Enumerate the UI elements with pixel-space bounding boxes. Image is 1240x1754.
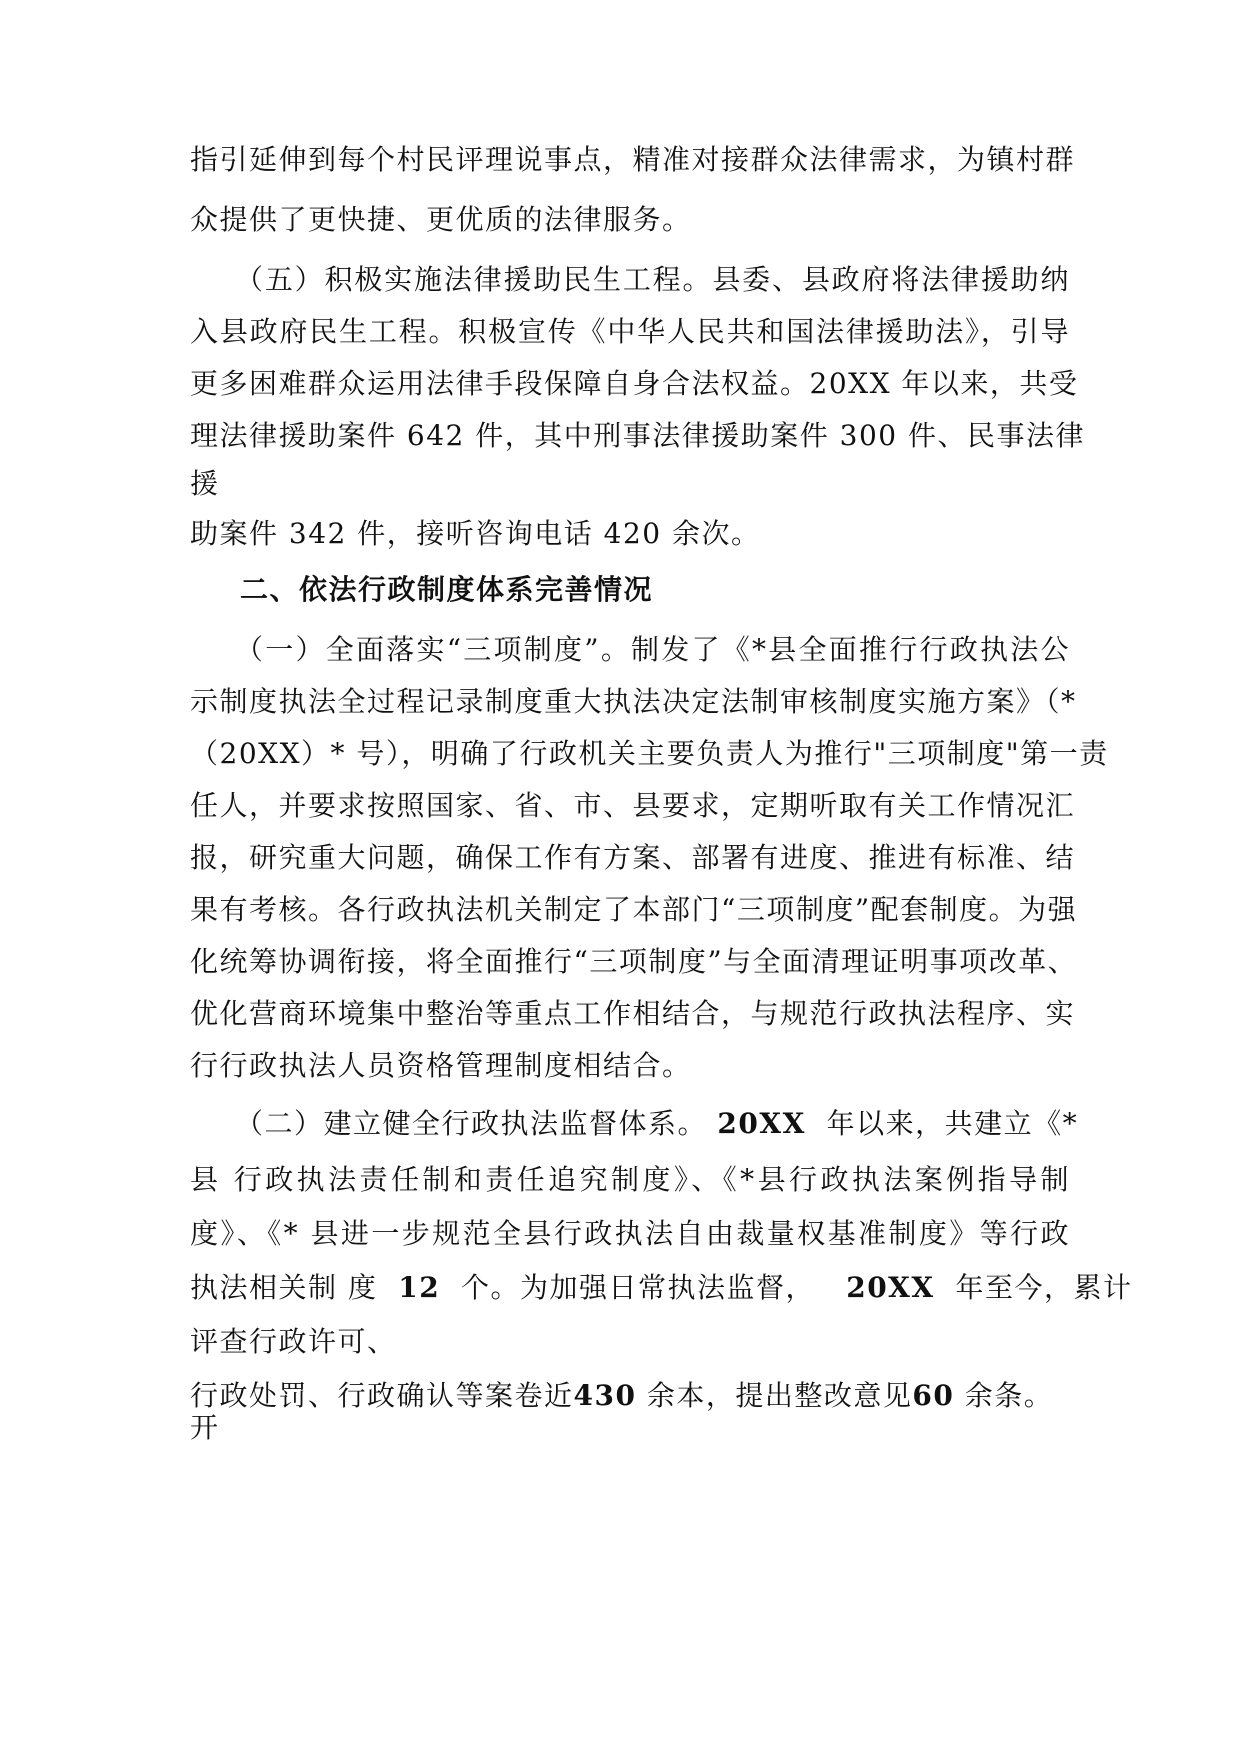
paragraph-line: 理法律援助案件 642 件，其中刑事法律援助案件 300 件、民事法律: [190, 419, 1085, 452]
section-two-heading-text: （二）建立健全行政执法监督体系。: [235, 1107, 708, 1140]
count-value: 12: [398, 1271, 441, 1304]
line-segment: 执法相关制 度: [190, 1271, 378, 1304]
paragraph-line: 助案件 342 件，接听咨询电话 420 余次。: [190, 517, 761, 550]
paragraph-line: 优化营商环境集中整治等重点工作相结合，与规范行政执法程序、实: [190, 997, 1076, 1030]
paragraph-line: 化统筹协调衔接，将全面推行“三项制度”与全面清理证明事项改革、: [190, 945, 1078, 978]
section-two-heading-line: [235, 1104, 1079, 1144]
paragraph-line: 行行政执法人员资格管理制度相结合。: [190, 1049, 692, 1082]
paragraph-line: 入县政府民生工程。积极宣传《中华人民共和国法律援助法》，引导: [190, 315, 1070, 348]
paragraph-line: 评查行政许可、: [190, 1325, 397, 1358]
paragraph-line: 示制度执法全过程记录制度重大执法决定法制审核制度实施方案》（*: [190, 685, 1077, 718]
count-value: 60: [912, 1379, 955, 1412]
paragraph-line: 援: [190, 467, 220, 500]
line-segment: 余条。: [964, 1379, 1054, 1412]
year-value: 20XX: [846, 1271, 935, 1304]
paragraph-line: 报，研究重大问题，确保工作有方案、部署有进度、推进有标准、结: [190, 841, 1076, 874]
section-heading: 二、依法行政制度体系完善情况: [240, 573, 654, 606]
year-value: 20XX: [717, 1107, 806, 1140]
line-segment: 行政处罚、行政确认等案卷近: [190, 1379, 574, 1412]
line-segment: 余本，提出整改意见: [646, 1379, 913, 1412]
paragraph-line: 更多困难群众运用法律手段保障自身合法权益。20XX 年以来，共受: [190, 367, 1079, 400]
line-segment: 个。为加强日常执法监督，: [461, 1271, 816, 1304]
paragraph-line: 指引延伸到每个村民评理说事点，精准对接群众法律需求，为镇村群: [190, 143, 1076, 176]
paragraph-line: 任人，并要求按照国家、省、市、县要求，定期听取有关工作情况汇: [190, 789, 1076, 822]
section-five-heading-line: （五）积极实施法律援助民生工程。县委、县政府将法律援助纳: [235, 263, 1070, 296]
paragraph-line: （20XX）* 号），明确了行政机关主要负责人为推行"三项制度"第一责: [190, 737, 1109, 770]
section-one-heading-line: （一）全面落实“三项制度”。制发了《*县全面推行行政执法公: [235, 633, 1070, 666]
paragraph-line: 度》、《* 县进一步规范全县行政执法自由裁量权基准制度》等行政: [190, 1217, 1070, 1250]
paragraph-line: 果有考核。各行政执法机关制定了本部门“三项制度”配套制度。为强: [190, 893, 1078, 926]
line-segment: 年至今，累计: [955, 1271, 1133, 1304]
paragraph-line: 众提供了更快捷、更优质的法律服务。: [190, 203, 692, 236]
line-tail: 年以来，共建立《*: [826, 1107, 1079, 1140]
paragraph-line: 县 行政执法责任制和责任追究制度》、《*县行政执法案例指导制: [190, 1163, 1070, 1196]
paragraph-line: 开: [190, 1411, 220, 1444]
count-value: 430: [573, 1379, 637, 1412]
paragraph-line: [190, 1268, 1133, 1308]
